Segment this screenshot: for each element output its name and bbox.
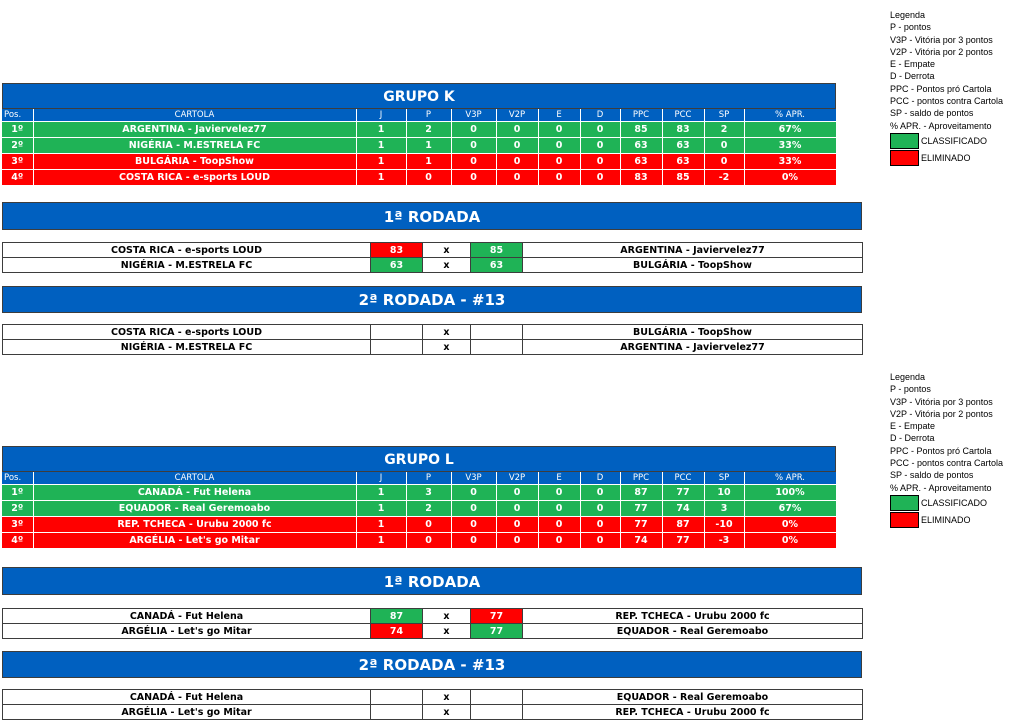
match-home-score: 74	[371, 624, 423, 639]
cell-v3p: 0	[451, 122, 496, 138]
legend-line: SP - saldo de pontos	[890, 470, 974, 481]
col-v3p: V3P	[451, 109, 496, 122]
standings-header-row	[2, 109, 836, 122]
legend-line: D - Derrota	[890, 71, 935, 82]
col-apr: % APR.	[744, 472, 836, 485]
match-away-score	[471, 325, 523, 340]
col-j: J	[356, 472, 406, 485]
legend-group-k	[890, 9, 1003, 166]
table-row	[2, 154, 836, 170]
standings-header-row	[2, 472, 836, 485]
cell-ppc: 87	[620, 485, 662, 501]
legend-line: PPC - Pontos pró Cartola	[890, 83, 992, 94]
col-apr: % APR.	[744, 109, 836, 122]
legend-line: V3P - Vitória por 3 pontos	[890, 396, 993, 407]
cell-p: 0	[406, 170, 451, 186]
legend-line: E - Empate	[890, 59, 936, 70]
match-vs: x	[423, 243, 471, 258]
cell-pos: 1º	[2, 485, 33, 501]
col-d: D	[580, 109, 620, 122]
cell-sp: 2	[704, 122, 744, 138]
cell-apr: 33%	[744, 154, 836, 170]
match-away: EQUADOR - Real Geremoabo	[523, 624, 863, 639]
cell-v2p: 0	[496, 533, 538, 549]
match-home-score: 63	[371, 258, 423, 273]
cell-v2p: 0	[496, 122, 538, 138]
match-row	[3, 325, 863, 340]
legend-title: Legenda	[890, 10, 926, 20]
match-vs: x	[423, 609, 471, 624]
group-l-standings	[2, 472, 837, 549]
group-k-round2-title: 2ª RODADA - #13	[2, 286, 862, 313]
cell-v2p: 0	[496, 170, 538, 186]
cell-pcc: 77	[662, 533, 704, 549]
col-e: E	[538, 472, 580, 485]
cell-ppc: 83	[620, 170, 662, 186]
group-l-round1-matches	[2, 608, 863, 639]
cell-ppc: 77	[620, 501, 662, 517]
cell-pos: 4º	[2, 170, 33, 186]
cell-name: CANADÁ - Fut Helena	[33, 485, 356, 501]
legend-classified	[890, 495, 1003, 511]
legend-line: V2P - Vitória por 2 pontos	[890, 46, 993, 57]
table-row	[2, 533, 836, 549]
match-home: CANADÁ - Fut Helena	[3, 609, 371, 624]
match-vs: x	[423, 705, 471, 720]
legend-line: SP - saldo de pontos	[890, 108, 974, 119]
col-pos: Pos.	[2, 109, 33, 122]
col-sp: SP	[704, 472, 744, 485]
cell-j: 1	[356, 122, 406, 138]
match-home-score	[371, 690, 423, 705]
match-away-score: 85	[471, 243, 523, 258]
cell-p: 2	[406, 501, 451, 517]
match-home-score	[371, 705, 423, 720]
cell-pcc: 63	[662, 138, 704, 154]
cell-name: COSTA RICA - e-sports LOUD	[33, 170, 356, 186]
eliminated-label: ELIMINADO	[921, 514, 971, 525]
cell-e: 0	[538, 501, 580, 517]
cell-apr: 100%	[744, 485, 836, 501]
legend-line: P - pontos	[890, 384, 931, 395]
cell-pos: 1º	[2, 122, 33, 138]
eliminated-swatch	[890, 150, 919, 166]
cell-name: EQUADOR - Real Geremoabo	[33, 501, 356, 517]
table-row	[2, 501, 836, 517]
cell-j: 1	[356, 485, 406, 501]
match-home: NIGÉRIA - M.ESTRELA FC	[3, 258, 371, 273]
legend-line: % APR. - Aproveitamento	[890, 120, 992, 131]
cell-j: 1	[356, 501, 406, 517]
cell-apr: 67%	[744, 122, 836, 138]
table-row	[2, 170, 836, 186]
cell-ppc: 63	[620, 154, 662, 170]
col-e: E	[538, 109, 580, 122]
legend-line: PCC - pontos contra Cartola	[890, 96, 1004, 107]
col-sp: SP	[704, 109, 744, 122]
cell-name: REP. TCHECA - Urubu 2000 fc	[33, 517, 356, 533]
cell-d: 0	[580, 517, 620, 533]
legend-line: PPC - Pontos pró Cartola	[890, 445, 992, 456]
match-away-score	[471, 340, 523, 355]
col-pcc: PCC	[662, 109, 704, 122]
cell-p: 1	[406, 154, 451, 170]
match-home: COSTA RICA - e-sports LOUD	[3, 325, 371, 340]
cell-v2p: 0	[496, 517, 538, 533]
cell-ppc: 63	[620, 138, 662, 154]
col-v2p: V2P	[496, 109, 538, 122]
legend-line: % APR. - Aproveitamento	[890, 482, 992, 493]
cell-v3p: 0	[451, 533, 496, 549]
group-k-round2-matches	[2, 324, 863, 355]
cell-j: 1	[356, 170, 406, 186]
cell-pcc: 63	[662, 154, 704, 170]
match-vs: x	[423, 690, 471, 705]
legend-eliminated	[890, 150, 1003, 166]
match-row	[3, 624, 863, 639]
cell-j: 1	[356, 533, 406, 549]
cell-d: 0	[580, 501, 620, 517]
cell-pcc: 74	[662, 501, 704, 517]
group-k-round1-title: 1ª RODADA	[2, 202, 862, 230]
match-away: REP. TCHECA - Urubu 2000 fc	[523, 705, 863, 720]
group-l-round2-title: 2ª RODADA - #13	[2, 651, 862, 678]
cell-j: 1	[356, 154, 406, 170]
cell-v2p: 0	[496, 485, 538, 501]
match-row	[3, 690, 863, 705]
match-vs: x	[423, 325, 471, 340]
match-vs: x	[423, 340, 471, 355]
cell-pcc: 77	[662, 485, 704, 501]
cell-ppc: 85	[620, 122, 662, 138]
cell-sp: 3	[704, 501, 744, 517]
classified-swatch	[890, 133, 919, 149]
cell-e: 0	[538, 122, 580, 138]
legend-eliminated	[890, 512, 1003, 528]
legend-title: Legenda	[890, 372, 926, 382]
cell-name: NIGÉRIA - M.ESTRELA FC	[33, 138, 356, 154]
cell-d: 0	[580, 170, 620, 186]
cell-e: 0	[538, 485, 580, 501]
group-k-round1-matches	[2, 242, 863, 273]
cell-j: 1	[356, 138, 406, 154]
classified-label: CLASSIFICADO	[921, 497, 988, 508]
classified-swatch	[890, 495, 919, 511]
table-row	[2, 485, 836, 501]
cell-ppc: 77	[620, 517, 662, 533]
col-j: J	[356, 109, 406, 122]
match-home: ARGÉLIA - Let's go Mitar	[3, 624, 371, 639]
cell-e: 0	[538, 154, 580, 170]
cell-apr: 67%	[744, 501, 836, 517]
match-away-score	[471, 705, 523, 720]
cell-sp: -2	[704, 170, 744, 186]
col-p: P	[406, 109, 451, 122]
legend-line: E - Empate	[890, 421, 936, 432]
col-d: D	[580, 472, 620, 485]
cell-sp: 0	[704, 154, 744, 170]
group-l-round1-title: 1ª RODADA	[2, 567, 862, 595]
col-ppc: PPC	[620, 472, 662, 485]
cell-d: 0	[580, 138, 620, 154]
cell-apr: 0%	[744, 533, 836, 549]
cell-v2p: 0	[496, 501, 538, 517]
cell-p: 0	[406, 517, 451, 533]
legend-line: D - Derrota	[890, 433, 935, 444]
cell-v2p: 0	[496, 154, 538, 170]
legend-line: P - pontos	[890, 22, 931, 33]
cell-v2p: 0	[496, 138, 538, 154]
group-k-standings	[2, 109, 837, 186]
cell-j: 1	[356, 517, 406, 533]
col-p: P	[406, 472, 451, 485]
legend-line: V3P - Vitória por 3 pontos	[890, 34, 993, 45]
cell-pcc: 83	[662, 122, 704, 138]
match-away: BULGÁRIA - ToopShow	[523, 325, 863, 340]
match-home: CANADÁ - Fut Helena	[3, 690, 371, 705]
match-home-score: 87	[371, 609, 423, 624]
match-away: BULGÁRIA - ToopShow	[523, 258, 863, 273]
cell-apr: 0%	[744, 170, 836, 186]
legend-line: V2P - Vitória por 2 pontos	[890, 408, 993, 419]
cell-name: ARGÉLIA - Let's go Mitar	[33, 533, 356, 549]
cell-pcc: 85	[662, 170, 704, 186]
legend-group-l	[890, 371, 1003, 528]
cell-name: ARGENTINA - Javiervelez77	[33, 122, 356, 138]
match-home-score	[371, 325, 423, 340]
col-pos: Pos.	[2, 472, 33, 485]
cell-d: 0	[580, 154, 620, 170]
cell-sp: 0	[704, 138, 744, 154]
cell-v3p: 0	[451, 138, 496, 154]
group-k-title: GRUPO K	[2, 83, 836, 109]
cell-e: 0	[538, 138, 580, 154]
col-v2p: V2P	[496, 472, 538, 485]
cell-pos: 3º	[2, 154, 33, 170]
cell-d: 0	[580, 485, 620, 501]
match-home: NIGÉRIA - M.ESTRELA FC	[3, 340, 371, 355]
cell-p: 0	[406, 533, 451, 549]
table-row	[2, 122, 836, 138]
match-row	[3, 609, 863, 624]
match-away: ARGENTINA - Javiervelez77	[523, 340, 863, 355]
col-pcc: PCC	[662, 472, 704, 485]
match-vs: x	[423, 258, 471, 273]
match-home-score: 83	[371, 243, 423, 258]
col-v3p: V3P	[451, 472, 496, 485]
match-away-score	[471, 690, 523, 705]
match-away: EQUADOR - Real Geremoabo	[523, 690, 863, 705]
cell-e: 0	[538, 533, 580, 549]
classified-label: CLASSIFICADO	[921, 135, 988, 146]
cell-v3p: 0	[451, 485, 496, 501]
cell-d: 0	[580, 122, 620, 138]
group-l-round2-matches	[2, 689, 863, 720]
match-home-score	[371, 340, 423, 355]
eliminated-label: ELIMINADO	[921, 152, 971, 163]
match-away-score: 77	[471, 609, 523, 624]
cell-d: 0	[580, 533, 620, 549]
col-cartola: CARTOLA	[33, 109, 356, 122]
cell-pos: 2º	[2, 138, 33, 154]
match-row	[3, 340, 863, 355]
cell-pos: 3º	[2, 517, 33, 533]
cell-pos: 4º	[2, 533, 33, 549]
legend-classified	[890, 133, 1003, 149]
match-vs: x	[423, 624, 471, 639]
match-row	[3, 243, 863, 258]
legend-line: PCC - pontos contra Cartola	[890, 458, 1004, 469]
match-away-score: 63	[471, 258, 523, 273]
table-row	[2, 517, 836, 533]
cell-p: 1	[406, 138, 451, 154]
match-home: ARGÉLIA - Let's go Mitar	[3, 705, 371, 720]
col-cartola: CARTOLA	[33, 472, 356, 485]
cell-name: BULGÁRIA - ToopShow	[33, 154, 356, 170]
cell-v3p: 0	[451, 501, 496, 517]
match-row	[3, 705, 863, 720]
match-away: ARGENTINA - Javiervelez77	[523, 243, 863, 258]
table-row	[2, 138, 836, 154]
match-row	[3, 258, 863, 273]
col-ppc: PPC	[620, 109, 662, 122]
cell-ppc: 74	[620, 533, 662, 549]
cell-sp: 10	[704, 485, 744, 501]
match-home: COSTA RICA - e-sports LOUD	[3, 243, 371, 258]
match-away: REP. TCHECA - Urubu 2000 fc	[523, 609, 863, 624]
cell-pcc: 87	[662, 517, 704, 533]
cell-apr: 33%	[744, 138, 836, 154]
cell-e: 0	[538, 170, 580, 186]
cell-pos: 2º	[2, 501, 33, 517]
match-away-score: 77	[471, 624, 523, 639]
cell-sp: -3	[704, 533, 744, 549]
cell-v3p: 0	[451, 517, 496, 533]
cell-p: 3	[406, 485, 451, 501]
cell-p: 2	[406, 122, 451, 138]
cell-e: 0	[538, 517, 580, 533]
cell-v3p: 0	[451, 170, 496, 186]
eliminated-swatch	[890, 512, 919, 528]
cell-v3p: 0	[451, 154, 496, 170]
group-l-title: GRUPO L	[2, 446, 836, 472]
cell-apr: 0%	[744, 517, 836, 533]
cell-sp: -10	[704, 517, 744, 533]
